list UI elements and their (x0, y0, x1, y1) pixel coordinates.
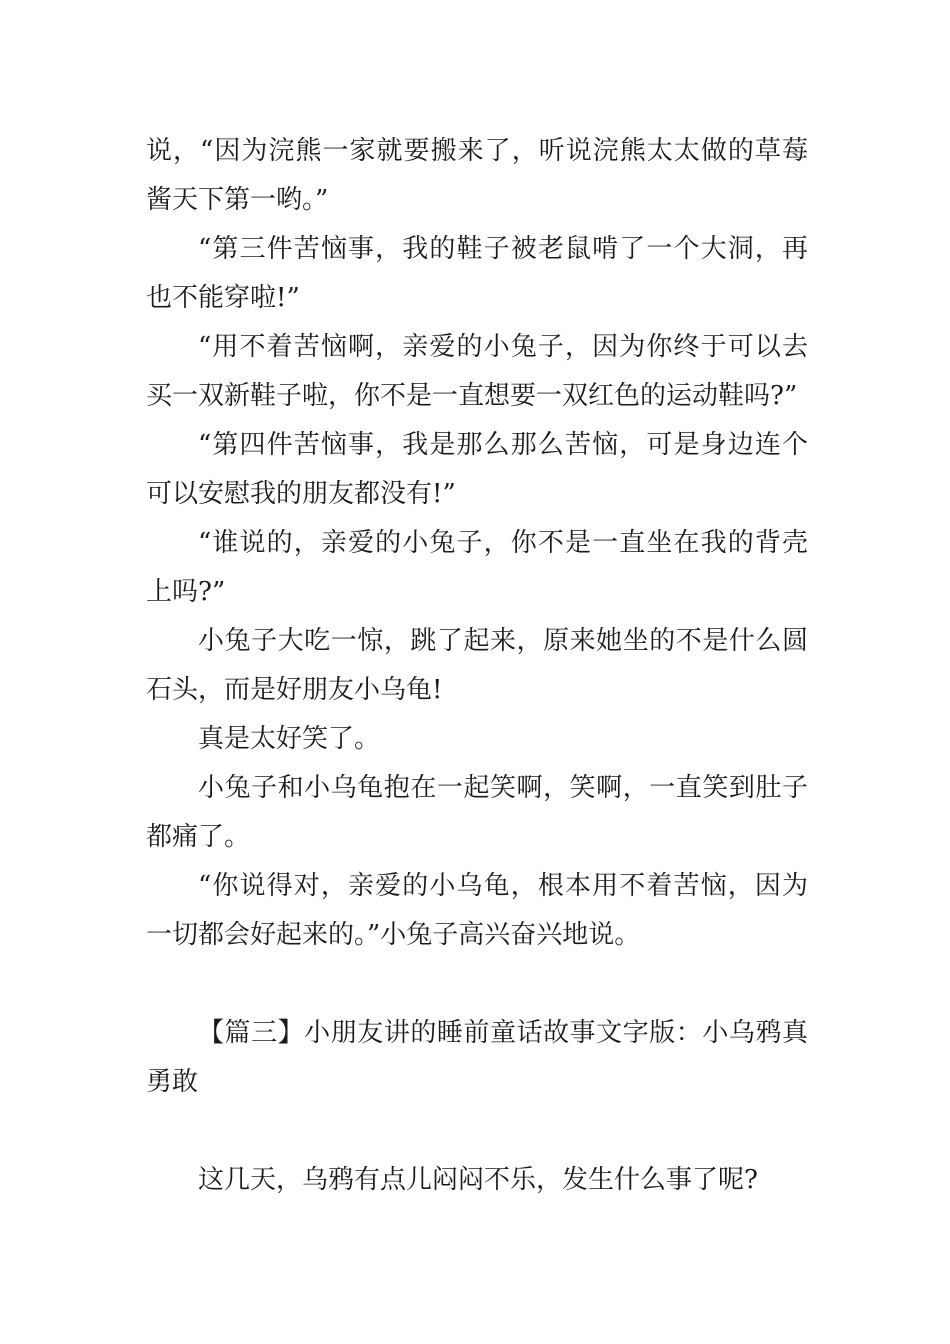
paragraph: “第三件苦恼事，我的鞋子被老鼠啃了一个大洞，再也不能穿啦!” (146, 234, 808, 313)
paragraph: “用不着苦恼啊，亲爱的小兔子，因为你终于可以去买一双新鞋子啦，你不是一直想要一双红色的运动鞋吗?” (146, 332, 808, 411)
paragraph: 说，“因为浣熊一家就要搬来了，听说浣熊太太做的草莓酱天下第一哟。” (146, 136, 808, 215)
paragraph: 这几天，乌鸦有点儿闷闷不乐，发生什么事了呢? (198, 1165, 758, 1195)
paragraph: “你说得对，亲爱的小乌龟，根本用不着苦恼，因为一切都会好起来的。”小兔子高兴奋兴地说。 (146, 871, 808, 950)
paragraph: 小兔子和小乌龟抱在一起笑啊，笑啊，一直笑到肚子都痛了。 (146, 773, 808, 852)
document-body (146, 127, 808, 1205)
paragraph: “谁说的，亲爱的小兔子，你不是一直坐在我的背壳上吗?” (146, 528, 808, 607)
spacer (146, 1107, 808, 1156)
section-heading: 【篇三】小朋友讲的睡前童话故事文字版：小乌鸦真勇敢 (146, 1018, 808, 1097)
paragraph: 真是太好笑了。 (198, 724, 381, 754)
paragraph: “第四件苦恼事，我是那么那么苦恼，可是身边连个可以安慰我的朋友都没有!” (146, 430, 808, 509)
spacer (146, 960, 808, 1009)
paragraph: 小兔子大吃一惊，跳了起来，原来她坐的不是什么圆石头，而是好朋友小乌龟! (146, 626, 808, 705)
